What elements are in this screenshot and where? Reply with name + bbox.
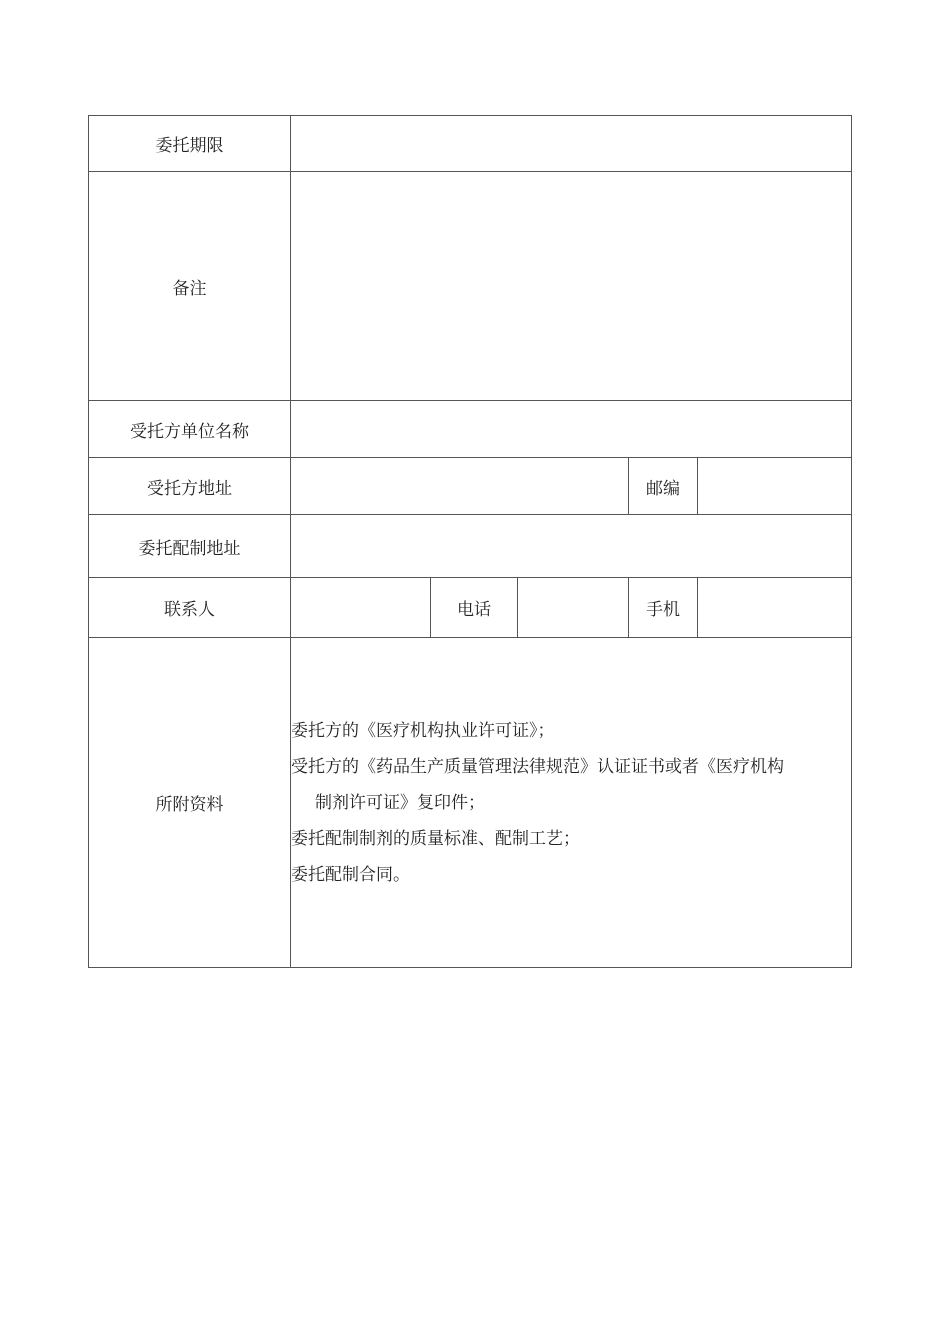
mobile-field[interactable] [698, 578, 852, 638]
attachment-item-continuation: 制剂许可证》复印件； [315, 792, 485, 813]
row-entrusted-name [89, 401, 852, 458]
phone-field[interactable] [518, 578, 629, 638]
period-label: 委托期限 [89, 116, 291, 172]
attachment-item: 受托方的《药品生产质量管理法律规范》认证证书或者《医疗机构 [291, 756, 784, 777]
attachments-list [291, 638, 852, 968]
entrusted-name-label: 受托方单位名称 [89, 401, 291, 458]
row-attachments [89, 638, 852, 968]
contact-field[interactable] [291, 578, 431, 638]
row-remarks [89, 172, 852, 401]
remarks-field[interactable] [291, 172, 852, 401]
period-field[interactable] [291, 116, 852, 172]
attachment-item: 委托方的《医疗机构执业许可证》； [291, 720, 555, 741]
postcode-label: 邮编 [629, 458, 698, 515]
entrusted-address-label: 受托方地址 [89, 458, 291, 515]
prep-address-label: 委托配制地址 [89, 515, 291, 578]
entrusted-address-field[interactable] [291, 458, 629, 515]
row-contact [89, 578, 852, 638]
entrustment-form-table [88, 115, 852, 968]
attachments-label: 所附资料 [89, 638, 291, 968]
row-prep-address [89, 515, 852, 578]
attachment-item: 委托配制制剂的质量标准、配制工艺； [291, 828, 580, 849]
remarks-label: 备注 [89, 172, 291, 401]
entrusted-name-field[interactable] [291, 401, 852, 458]
postcode-field[interactable] [698, 458, 852, 515]
attachment-item: 委托配制合同。 [291, 864, 410, 885]
phone-label: 电话 [431, 578, 518, 638]
prep-address-field[interactable] [291, 515, 852, 578]
row-period [89, 116, 852, 172]
contact-label: 联系人 [89, 578, 291, 638]
row-entrusted-address [89, 458, 852, 515]
mobile-label: 手机 [629, 578, 698, 638]
